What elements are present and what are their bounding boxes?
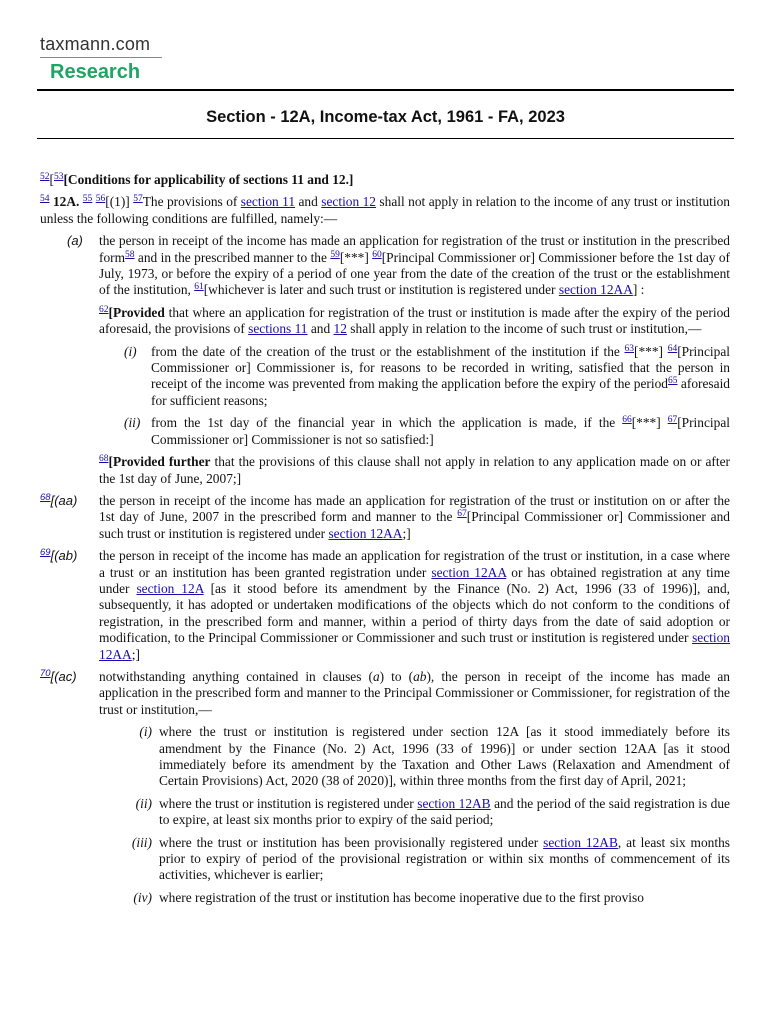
footnote-ref[interactable]: 58 [125,249,135,260]
clause-label: $^{70}$[(ac) [40,667,77,684]
footnote-ref[interactable]: 67 [667,415,678,426]
footnote-ref[interactable]: 60 [372,249,382,260]
footnote-ref[interactable]: 54 [40,194,50,205]
clause-text: the person in receipt of the income has made an application for registration of the trust or institution, in a case where a trust or an institution has been granted registration under section 12AA or has obtained registration at any time under section 12A [as it stood before its amendment by the Finance (No. 2) Act, 1996 (33 of 1996)], and, subsequently, it has adopted or undertaken modifications of the objects which do not conform to the conditions of registration, in the prescribed form and manner, within a period of thirty days from the date of said adoption or modification, to the Principal Commissioner or Commissioner and such trust or institution is registered under section 12AA;] [99,548,731,662]
clause-label: (ii) [124,415,141,431]
clause-label: $^{68}$[(aa) [40,491,78,508]
footnote-ref[interactable]: 69 [40,547,51,559]
clause-label: (iii) [131,834,152,850]
clause-text: where the trust or institution has been provisionally registered under section 12AB, at least six months prior to expiry of period of the provisional registration or within six months of commencement of its activities, whichever is earlier; [159,834,730,883]
text: and [295,194,322,210]
header-rule-bottom [37,138,734,139]
link-section-12[interactable]: section 12 [321,194,376,210]
clause-text: where registration of the trust or institution has become inoperative due to the first proviso [159,889,644,905]
link-section-12aa[interactable]: section 12AA [328,525,403,541]
logo-divider [40,57,162,58]
footnote-ref[interactable]: 68 [40,491,51,503]
footnote-ref[interactable]: 68 [99,454,109,465]
text: The provisions of [142,194,241,210]
clause-text: where the trust or institution is registered under section 12A [as it stood immediately before its amendment by the Finance (No. 2) Act, 1996 (33 of 1996)] or under section 12AA [as it stood immediately before its amendment by the Taxation and Other Laws (Relaxation and Amendment of Certain Provisions) Act, 2020 (38 of 2020)], within three months from the first day of April, 2021; [159,724,730,789]
clause-label: (a) [67,233,83,249]
footnote-ref[interactable]: 62 [99,304,109,315]
footnote-ref[interactable]: 61 [194,282,204,293]
section-intro [40,194,730,227]
footnote-ref[interactable]: 63 [624,343,635,354]
clause-label: (iv) [133,889,152,905]
clause-label: (i) [139,724,152,740]
clause-text: notwithstanding anything contained in clauses (a) to (ab), the person in receipt of the income has made an application in the prescribed form and manner to the Principal Commissioner or Commissioner, for registration of the trust or institution,— [99,668,730,717]
footnote-ref[interactable]: 56 [95,194,106,205]
clause-ab [40,548,730,663]
footnote-ref[interactable]: 55 [82,194,93,205]
ac-sub-clause-ii [40,796,730,829]
footnote-ref[interactable]: 53 [53,172,64,182]
clause-text: where the trust or institution is registered under section 12AB and the period of the said registration is due to expire, at least six months prior to expiry of the said period; [159,795,730,828]
link-section-12ab[interactable]: section 12AB [543,834,618,850]
footnote-ref[interactable]: 67 [457,509,467,520]
link-section-12[interactable]: 12 [333,321,347,337]
sub-section-number: [(1)] [105,194,130,210]
clause-a [40,233,730,299]
ac-sub-clause-iv [40,890,730,906]
link-section-12ab[interactable]: section 12AB [417,795,491,811]
clause-text: from the date of the creation of the trust or the establishment of the institution if the $^{63}$[***] $^{64}$[Principal Commissioner or] Commissioner is, for reasons to be recorded in writing, satisfied that the person in receipt of the income was prevented from making the application before the expiry of the period$^{65}$ aforesaid for sufficient reasons; [151,343,731,408]
clause-label: $^{69}$[(ab) [40,547,78,564]
footnote-ref[interactable]: 65 [668,376,678,387]
clause-text: the person in receipt of the income has made an application for registration of the trust or institution in the prescribed form$^{58}$ and in the prescribed manner to the $^{59}$[***] $^{60}$[Principal Commissioner or] Commissioner before the 1st day of July, 1973, or before the expiry of a period of one year from the date of the creation of the trust or the establishment of the institution, $^{61}$[whichever is later and such trust or institution is registered under section 12AA] : [99,233,730,298]
clause-text: from the 1st day of the financial year in which the application is made, if the $^{66}$[***] $^{67}$[Principal Commissioner or] Commissioner is not so satisfied:] [151,415,730,447]
link-section-12aa[interactable]: section 12AA [558,282,633,298]
clause-label: (i) [124,343,137,359]
header-rule-top [37,89,734,91]
logo-wordmark: taxmann.com [40,34,151,54]
link-section-12a[interactable]: section 12A [136,580,204,596]
clause-ac [40,669,730,718]
taxmann-research-logo[interactable] [40,34,162,83]
link-sections-11[interactable]: sections 11 [248,321,308,337]
footnote-ref[interactable]: 66 [622,415,632,426]
sub-clause-i [40,344,730,410]
ac-sub-clause-i [40,724,730,790]
section-heading-text: [Conditions for applicability of sections 11 and 12.] [63,172,354,187]
document-body [40,172,730,912]
link-section-12aa[interactable]: section 12AA [99,630,730,662]
sub-clause-ii [40,415,730,448]
clause-text: the person in receipt of the income has made an application for registration of the trust or institution on or after the 1st day of June, 2007 in the prescribed form and manner to the $^{67}$[Principal Commissioner or] Commissioner and such trust or institution is registered under section 12AA;] [99,492,730,541]
logo-subtitle: Research [50,61,141,83]
link-section-12aa[interactable]: section 12AA [431,564,507,580]
link-section-11[interactable]: section 11 [240,194,296,210]
footnote-ref[interactable]: 59 [330,249,340,260]
footnote-ref[interactable]: 57 [133,194,143,205]
clause-aa [40,493,730,542]
text: shall not apply in relation to the income of any trust or institution unless the following conditions are fulfilled, namely:— [40,194,730,226]
ac-sub-clause-iii [40,835,730,884]
clause-label: (ii) [135,795,152,811]
section-number: 12A. [52,194,80,210]
footnote-ref[interactable]: 64 [667,343,678,354]
proviso-1: $^{62}$[Provided that where an application for registration of the trust or institution is made after the expiry of the period aforesaid, the provisions of sections 11 and 12 shall apply in relation to the income of such trust or institution,— [99,304,730,337]
section-heading: $^{52}$[$^{53}$[Conditions for applicability of sections 11 and 12.] [40,172,354,187]
proviso-2: $^{68}$[Provided further that the provisions of this clause shall not apply in relation to any application made on or after the 1st day of June, 2007;] [99,454,730,486]
footnote-ref[interactable]: 52 [40,172,50,182]
page-title: Section - 12A, Income-tax Act, 1961 - FA, 2023 [206,108,565,126]
footnote-ref[interactable]: 70 [40,667,51,679]
